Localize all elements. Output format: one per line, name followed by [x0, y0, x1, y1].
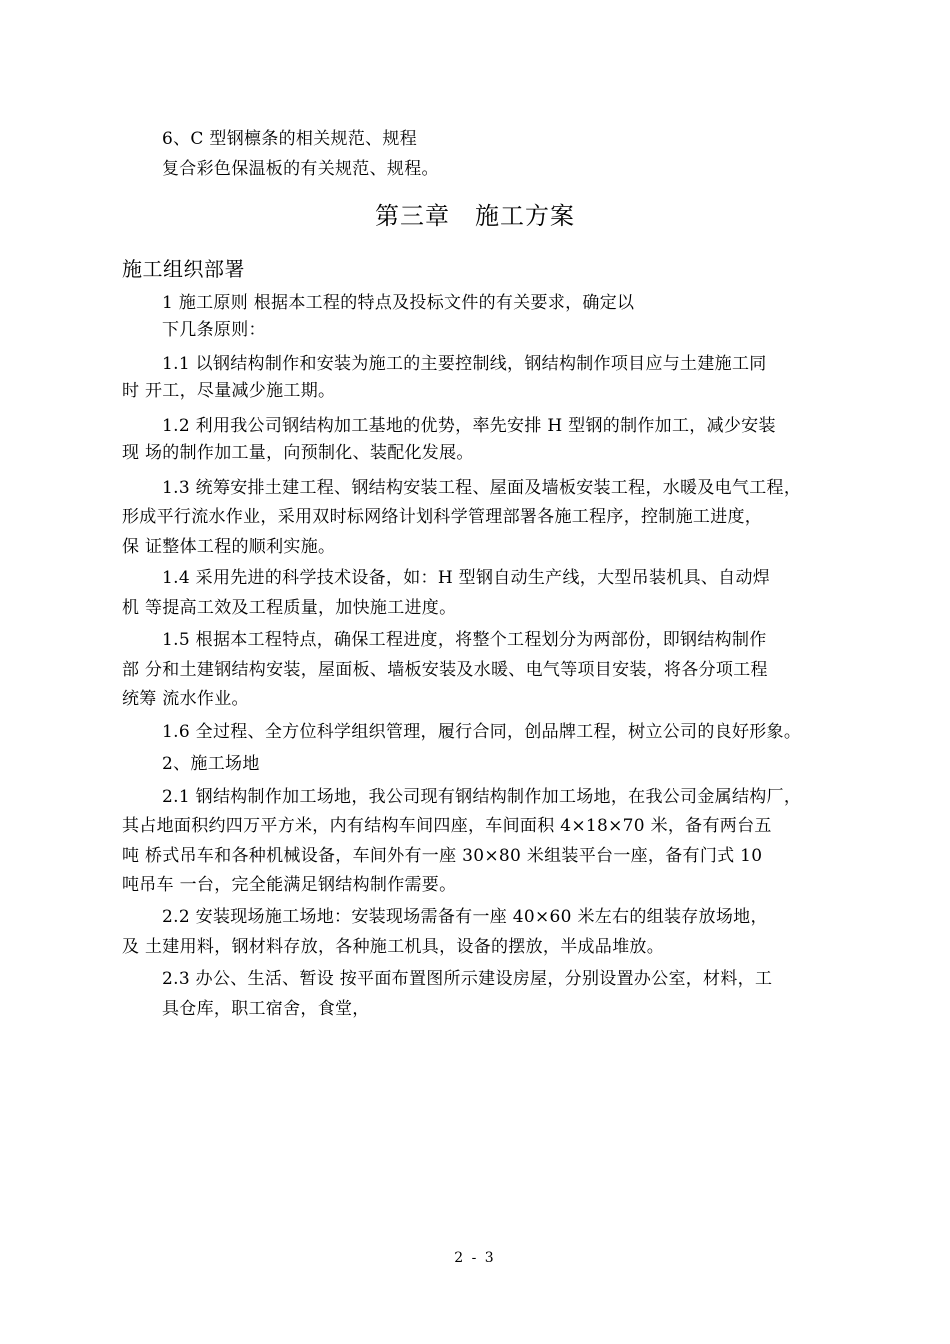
paragraph-line: 保 证整体工程的顺利实施。 [122, 537, 336, 557]
paragraph-line: 1 施工原则 根据本工程的特点及投标文件的有关要求，确定以 [162, 293, 635, 313]
page-number: 2 - 3 [454, 1250, 496, 1266]
paragraph-line: 吨 桥式吊车和各种机械设备，车间外有一座 30×80 米组装平台一座，备有门式 10 [122, 846, 763, 866]
paragraph-line: 下几条原则： [162, 320, 266, 340]
paragraph-line: 吨吊车 一台，完全能满足钢结构制作需要。 [122, 875, 457, 895]
section-title: 施工组织部署 [122, 257, 245, 281]
paragraph-line: 形成平行流水作业，采用双时标网络计划科学管理部署各施工程序，控制施工进度， [122, 507, 763, 527]
text-line-top-1: 6、C 型钢檩条的相关规范、规程 [162, 129, 418, 149]
paragraph-line: 1.2 利用我公司钢结构加工基地的优势，率先安排 H 型钢的制作加工，减少安装 [162, 416, 776, 436]
paragraph-line: 1.5 根据本工程特点，确保工程进度，将整个工程划分为两部份，即钢结构制作 [162, 630, 767, 650]
paragraph-line: 1.4 采用先进的科学技术设备，如：H 型钢自动生产线，大型吊装机具、自动焊 [162, 568, 771, 588]
paragraph-line: 1.1 以钢结构制作和安装为施工的主要控制线，钢结构制作项目应与土建施工同 [162, 354, 767, 374]
chapter-title: 第三章 施工方案 [375, 202, 575, 230]
subsection-heading: 2、施工场地 [162, 754, 260, 774]
paragraph-line: 时 开工，尽量减少施工期。 [122, 381, 336, 401]
paragraph-line: 具仓库，职工宿舍，食堂， [162, 999, 370, 1019]
paragraph-line: 其占地面积约四万平方米，内有结构车间四座，车间面积 4×18×70 米，备有两台五 [122, 816, 772, 836]
paragraph-line: 2.2 安装现场施工场地：安装现场需备有一座 40×60 米左右的组装存放场地， [162, 907, 768, 927]
paragraph-line: 统筹 流水作业。 [122, 689, 249, 709]
paragraph-line: 1.6 全过程、全方位科学组织管理，履行合同，创品牌工程，树立公司的良好形象。 [162, 722, 802, 742]
paragraph-line: 1.3 统筹安排土建工程、钢结构安装工程、屋面及墙板安装工程，水暖及电气工程， [162, 478, 802, 498]
paragraph-line: 及 土建用料，钢材料存放，各种施工机具，设备的摆放，半成品堆放。 [122, 937, 665, 957]
paragraph-line: 现 场的制作加工量，向预制化、装配化发展。 [122, 443, 474, 463]
paragraph-line: 2.3 办公、生活、暂设 按平面布置图所示建设房屋，分别设置办公室，材料，工 [162, 969, 773, 989]
paragraph-line: 2.1 钢结构制作加工场地，我公司现有钢结构制作加工场地，在我公司金属结构厂， [162, 787, 802, 807]
paragraph-line: 机 等提高工效及工程质量，加快施工进度。 [122, 598, 457, 618]
text-line-top-2: 复合彩色保温板的有关规范、规程。 [162, 159, 439, 179]
paragraph-line: 部 分和土建钢结构安装，屋面板、墙板安装及水暖、电气等项目安装，将各分项工程 [122, 660, 768, 680]
